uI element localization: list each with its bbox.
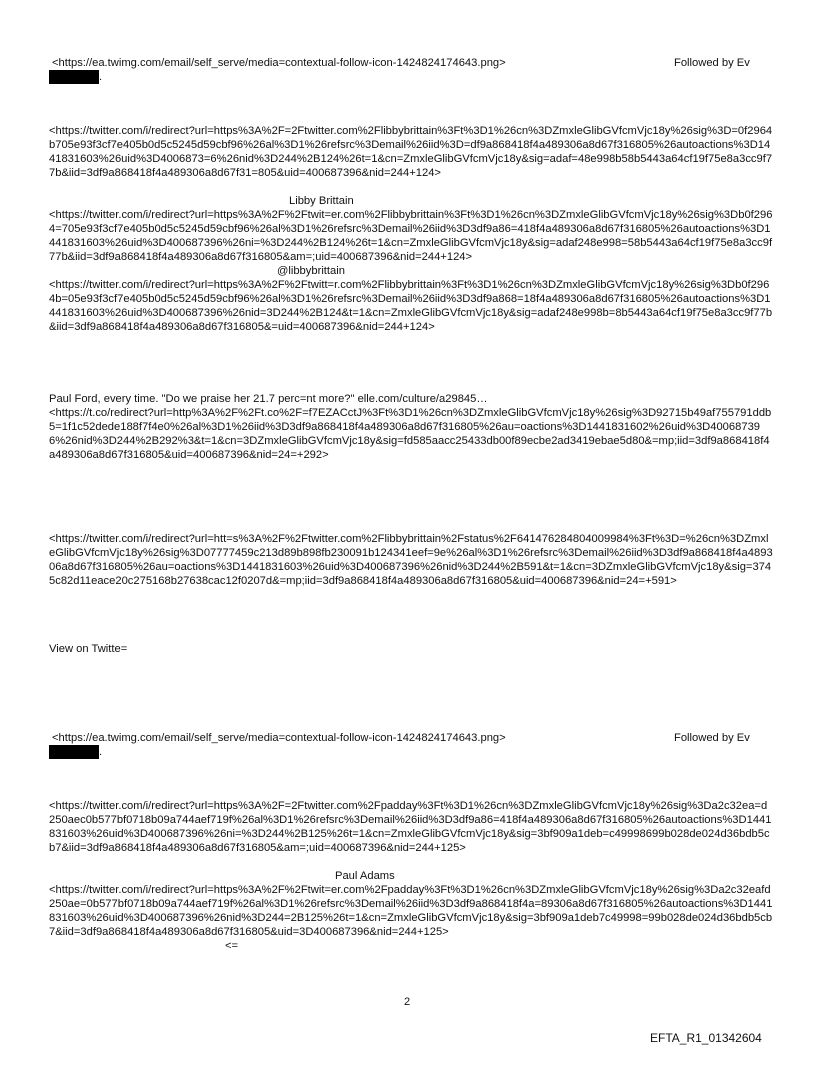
followed-by-label: Followed by Ev — [674, 57, 750, 69]
trailing-text: <= — [225, 940, 239, 952]
profile-link-2[interactable]: <https://twitter.com/i/redirect?url=https%3A%2F%2Ftwit=er.com%2Flibbybrittain%3Ft%3D1%26cn%3DZmxleGlibGVfcmVjc18y%26sig%3Db0f2964=705e93f3cf7e405b0d5c5245d59cbf96%26al%3D1%26refsrc%3Demail%26iid%3D3df9a86=418f4a489306a8d67f316805%26autoactions%3D1441831603%26uid%3D400687396%26ni=%3D244%2B124%26t=1&cn=ZmxleGlibGVfcmVjc18y&sig=adaf248e998=58b5443a64cf19f75e8a3cc9f77b&iid=3df9a868418f4a489306a8d67f316805&am=;uid=400687396&nid=244+124> — [49, 209, 773, 263]
profile-name: Libby Brittain — [289, 195, 354, 207]
profile-handle: @libbybrittain — [277, 265, 345, 277]
redaction-suffix: . — [99, 71, 103, 83]
followed-by-label: Followed by Ev — [674, 732, 750, 744]
profile-link-1[interactable]: <https://twitter.com/i/redirect?url=https%3A%2F=2Ftwitter.com%2Flibbybrittain%3Ft%3D1%26cn%3DZmxleGlibGVfcmVjc18y%26sig%3D=0f2964b705e93f3cf7e405b0d5c5245d59cbf96%26al%3D1%26refsrc%3Demail%26iid%3D=df9a868418f4a489306a8d67f316805%26autoactions%3D1441831603%26uid%3D4006873=6%26nid%3D244%2B124%26t=1&cn=ZmxleGlibGVfcmVjc18y&sig=adaf=48e998b58b5443a64cf19f75e8a3cc9f77b&iid=3df9a868418f4a489306a8d67f31=805&uid=400687396&nid=244+124> — [49, 125, 773, 179]
profile-link-3[interactable]: <https://twitter.com/i/redirect?url=https%3A%2F%2Ftwitt=r.com%2Flibbybrittain%3Ft%3D1%26cn%3DZmxleGlibGVfcmVjc18y%26sig%3Db0f2964b=05e93f3cf7e405b0d5c5245d59cbf96%26al%3D1%26refsrc%3Demail%26iid%3D3df9a868=18f4a489306a8d67f316805%26autoactions%3D1441831603%26uid%3D400687396%26nid=3D244%2B124&t=1&cn=ZmxleGlibGVfcmVjc18y&sig=adaf248e998b=8b5443a64cf19f75e8a3cc9f77b&iid=3df9a868418f4a489306a8d67f316805&=uid=400687396&nid=244+124> — [49, 279, 773, 333]
redaction-box — [49, 745, 99, 759]
tweet-text: Paul Ford, every time. "Do we praise her 21.7 perc=nt more?" elle.com/culture/a29845… — [49, 393, 488, 405]
profile-name: Paul Adams — [335, 870, 395, 882]
follow-icon-url[interactable]: <https://ea.twimg.com/email/self_serve/media=contextual-follow-icon-1424824174643.png> — [52, 57, 506, 69]
profile-link-2[interactable]: <https://twitter.com/i/redirect?url=https%3A%2F%2Ftwit=er.com%2Fpadday%3Ft%3D1%26cn%3DZmxleGlibGVfcmVjc18y%26sig%3Da2c32eafd250ae=0b577bf0718b09a744aef719f%26al%3D1%26refsrc%3Demail%26iid%3D3df9a868418f4a=89306a8d67f316805%26autoactions%3D1441831603%26uid%3D400687396%26nid%3D244=2B125%26t=1&cn=ZmxleGlibGVfcmVjc18y&sig=3bf909a1deb7c49998=99b028de024d36bdb5cb7&iid=3df9a868418f4a489306a8d67f316805&uid=3D400687396&nid=244+125> — [49, 884, 773, 938]
profile-link-1[interactable]: <https://twitter.com/i/redirect?url=https%3A%2F=2Ftwitter.com%2Fpadday%3Ft%3D1%26cn%3DZmxleGlibGVfcmVjc18y%26sig%3Da2c32ea=d250aec0b577bf0718b09a744aef719f%26al%3D1%26refsrc%3Demail%26iid%3D3df9a86=418f4a489306a8d67f316805%26autoactions%3D1441831603%26uid%3D400687396%26ni=%3D244%2B125%26t=1&cn=ZmxleGlibGVfcmVjc18y&sig=3bf909a1deb=c49998699b028de024d36bdb5cb7&iid=3df9a868418f4a489306a8d67f316805&am=;uid=400687396&nid=244+125> — [49, 800, 772, 854]
view-on-twitter-link[interactable]: View on Twitte= — [49, 643, 128, 655]
follow-icon-url[interactable]: <https://ea.twimg.com/email/self_serve/media=contextual-follow-icon-1424824174643.png> — [52, 732, 506, 744]
status-link[interactable]: <https://twitter.com/i/redirect?url=htt=s%3A%2F%2Ftwitter.com%2Flibbybrittain%2Fstatus%2F641476284804009984%3Ft%3D=%26cn%3DZmxleGlibGVfcmVjc18y%26sig%3D07777459c213d89b898fb230091b124341eef=9e%26al%3D1%26refsrc%3Demail%26iid%3D3df9a868418f4a489306a8d67f316805%26au=oactions%3D1441831603%26uid%3D400687396%26nid%3D244%2B591&t=1&cn=3DZmxleGlibGVfcmVjc18y&sig=3745c82d11eace20c275168b27638cac12f0207d&=mp;iid=3df9a868418f4a489306a8d67f316805&uid=400687396&nid=24=+591> — [49, 533, 773, 587]
redaction-box — [49, 70, 99, 84]
tco-link[interactable]: <https://t.co/redirect?url=http%3A%2F%2Ft.co%2F=f7EZACctJ%3Ft%3D1%26cn%3DZmxleGlibGVfcmVjc18y%26sig%3D92715b49af755791ddb5=1f1c52dede188f7f4e0%26al%3D1%26iid%3D3df9a868418f4a489306a8d67f316805%26au=oactions%3D1441831602%26uid%3D400687396%26nid%3D244%2B292%3&t=1&cn=3DZmxleGlibGVfcmVjc18y&sig=fd585aacc25433db00f89ecbe2ad3419ebae5d80&=mp;iid=3df9a868418f4a489306a8d67f316805&uid=400687396&nid=24=+292> — [49, 407, 772, 461]
redaction-suffix: . — [99, 746, 103, 758]
bates-number: EFTA_R1_01342604 — [650, 1031, 762, 1045]
page-number: 2 — [404, 996, 411, 1008]
